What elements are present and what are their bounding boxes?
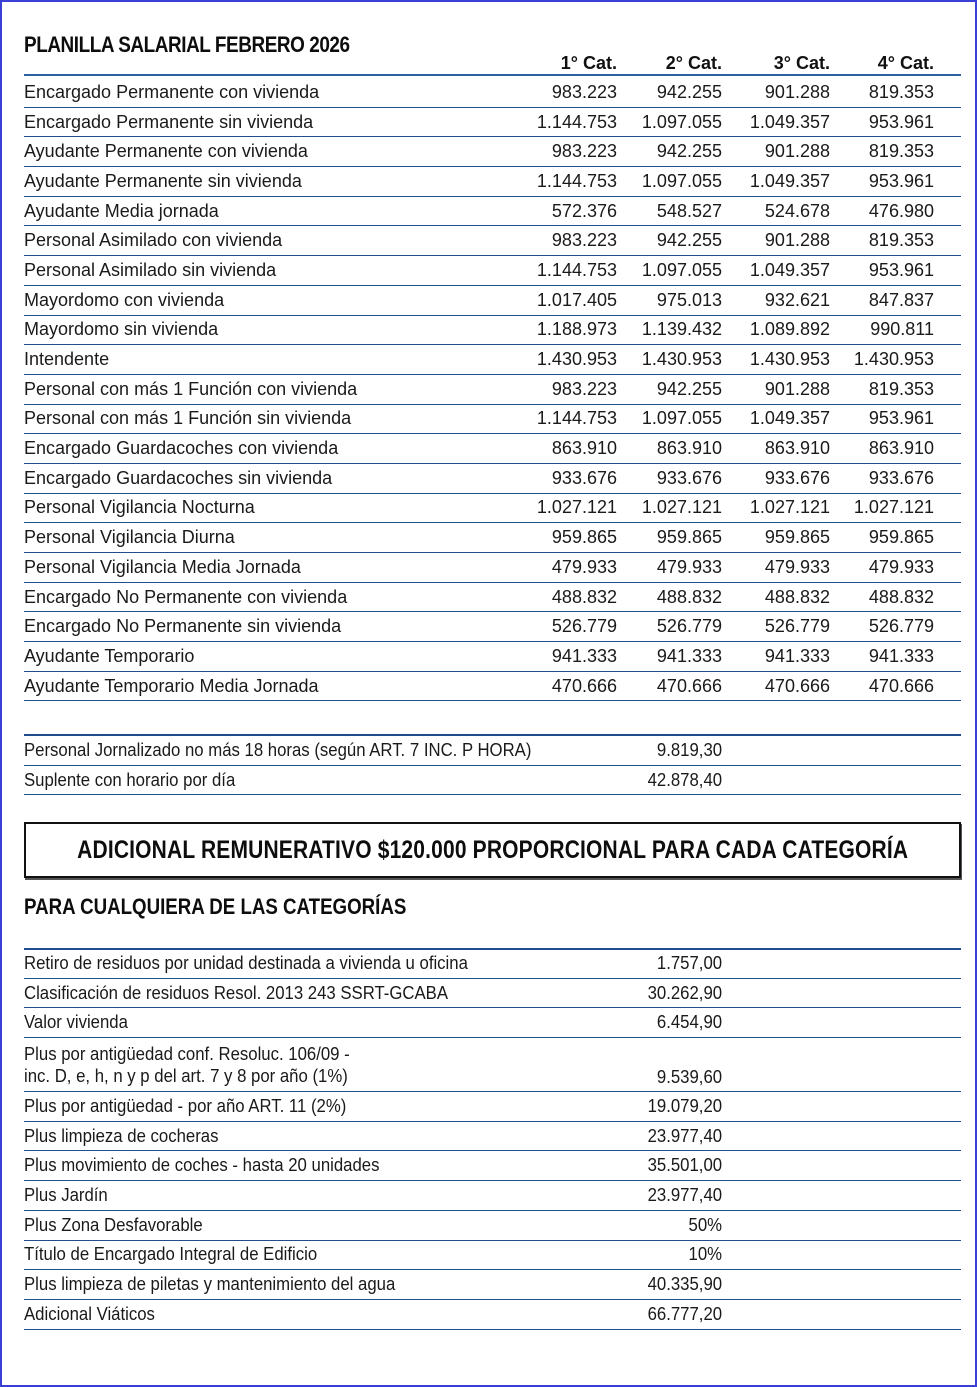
table-row [24, 978, 961, 1008]
table-row [24, 1210, 961, 1240]
row-padding [934, 434, 961, 464]
salary-table [24, 78, 961, 701]
row-label [24, 1299, 624, 1329]
category-4-value: 470.666 [830, 671, 934, 701]
row-label: Personal Vigilancia Nocturna [24, 493, 514, 523]
row-value-text: 19.079,20 [647, 1095, 722, 1116]
row-label [24, 1210, 624, 1240]
row-padding [722, 1092, 961, 1122]
row-label-text: Plus limpieza de cocheras [24, 1125, 219, 1146]
category-1-value: 479.933 [514, 553, 617, 583]
row-padding [934, 553, 961, 583]
table-row [24, 1299, 961, 1329]
category-3-value: 1.430.953 [722, 345, 830, 375]
row-label [24, 1038, 624, 1092]
category-2-value: 479.933 [617, 553, 722, 583]
row-label [24, 949, 624, 978]
row-label: Ayudante Permanente sin vivienda [24, 167, 514, 197]
row-value-text: 9.819,30 [656, 739, 722, 760]
row-label: Ayudante Temporario Media Jornada [24, 671, 514, 701]
category-3-value: 901.288 [722, 226, 830, 256]
row-padding [934, 285, 961, 315]
row-value-text: 35.501,00 [647, 1155, 722, 1176]
row-value-text: 23.977,40 [647, 1125, 722, 1146]
banner-text: ADICIONAL REMUNERATIVO $120.000 PROPORCIONAL PARA CADA CATEGORÍA [76, 835, 909, 864]
row-value [624, 1121, 722, 1151]
category-4-value: 819.353 [830, 226, 934, 256]
category-3-value: 1.027.121 [722, 493, 830, 523]
row-value [624, 949, 722, 978]
row-label [24, 1121, 624, 1151]
category-1-value: 983.223 [514, 78, 617, 107]
row-padding [722, 949, 961, 978]
table-row [24, 315, 961, 345]
category-4-value: 819.353 [830, 374, 934, 404]
row-padding [934, 78, 961, 107]
table-row [24, 642, 961, 672]
category-4-value: 526.779 [830, 612, 934, 642]
plus-table [24, 949, 961, 1330]
row-value-text: 9.539,60 [656, 1067, 722, 1088]
row-padding [934, 137, 961, 167]
category-1-value: 470.666 [514, 671, 617, 701]
row-value [624, 736, 722, 765]
category-2-value: 526.779 [617, 612, 722, 642]
category-4-value: 488.832 [830, 582, 934, 612]
table-row [24, 671, 961, 701]
table-row [24, 463, 961, 493]
row-label [24, 1181, 624, 1211]
category-4-value: 953.961 [830, 107, 934, 137]
table-row [24, 404, 961, 434]
row-padding [722, 1210, 961, 1240]
hourly-table [24, 736, 961, 795]
table-row [24, 1008, 961, 1038]
row-padding [722, 1299, 961, 1329]
row-label-text: Retiro de residuos por unidad destinada a vivienda u oficina [24, 952, 468, 973]
row-padding [934, 226, 961, 256]
row-padding [934, 374, 961, 404]
row-value-text: 6.454,90 [656, 1012, 722, 1033]
row-value-text: 10% [688, 1244, 722, 1265]
row-label-text: Clasificación de residuos Resol. 2013 243 SSRT-GCABA [24, 982, 448, 1003]
row-padding [934, 582, 961, 612]
category-2-value: 1.027.121 [617, 493, 722, 523]
category-2-value: 1.097.055 [617, 167, 722, 197]
category-4-value: 953.961 [830, 256, 934, 286]
row-label-text: Plus Zona Desfavorable [24, 1214, 203, 1235]
category-3-value: 959.865 [722, 523, 830, 553]
category-3-value: 1.049.357 [722, 256, 830, 286]
row-label: Mayordomo con vivienda [24, 285, 514, 315]
table-row [24, 493, 961, 523]
row-label: Encargado Guardacoches con vivienda [24, 434, 514, 464]
category-3-value: 1.089.892 [722, 315, 830, 345]
category-2-value: 942.255 [617, 78, 722, 107]
row-label: Mayordomo sin vivienda [24, 315, 514, 345]
row-value-text: 1.757,00 [656, 952, 722, 973]
row-label-text: Plus por antigüedad - por año ART. 11 (2%) [24, 1095, 347, 1116]
row-label [24, 1092, 624, 1122]
table-row [24, 226, 961, 256]
category-1-value: 863.910 [514, 434, 617, 464]
row-value [624, 1299, 722, 1329]
row-label-line-2: inc. D, e, h, n y p del art. 7 y 8 por año (1%) [24, 1065, 348, 1086]
row-value-text: 66.777,20 [647, 1303, 722, 1324]
row-label: Personal Asimilado con vivienda [24, 226, 514, 256]
table-row [24, 1270, 961, 1300]
row-padding [722, 765, 961, 795]
category-4-value: 933.676 [830, 463, 934, 493]
category-1-value: 526.779 [514, 612, 617, 642]
category-1-value: 959.865 [514, 523, 617, 553]
row-value [624, 1181, 722, 1211]
category-header-1: 1° Cat. [560, 53, 617, 73]
category-4-value: 953.961 [830, 404, 934, 434]
category-1-value: 488.832 [514, 582, 617, 612]
category-2-value: 933.676 [617, 463, 722, 493]
category-2-value: 1.097.055 [617, 404, 722, 434]
category-3-value: 488.832 [722, 582, 830, 612]
table-row [24, 765, 961, 795]
category-2-value: 1.430.953 [617, 345, 722, 375]
row-padding [934, 671, 961, 701]
category-1-value: 1.144.753 [514, 107, 617, 137]
row-padding [934, 404, 961, 434]
category-1-value: 933.676 [514, 463, 617, 493]
row-label: Encargado No Permanente sin vivienda [24, 612, 514, 642]
page-title: PLANILLA SALARIAL FEBRERO 2026 [24, 32, 350, 57]
row-value [624, 1240, 722, 1270]
table-row [24, 1038, 961, 1092]
row-padding [722, 1240, 961, 1270]
category-2-value: 1.097.055 [617, 256, 722, 286]
category-3-value: 479.933 [722, 553, 830, 583]
category-4-value: 479.933 [830, 553, 934, 583]
additional-pay-banner [24, 822, 961, 878]
category-4-value: 819.353 [830, 78, 934, 107]
row-label [24, 1270, 624, 1300]
row-padding [934, 463, 961, 493]
table-row [24, 167, 961, 197]
header-divider [24, 74, 961, 76]
category-4-value: 953.961 [830, 167, 934, 197]
row-value [624, 765, 722, 795]
category-2-value: 548.527 [617, 196, 722, 226]
category-1-value: 941.333 [514, 642, 617, 672]
row-padding [722, 1151, 961, 1181]
row-label-text: Personal Jornalizado no más 18 horas (según ART. 7 INC. P HORA) [24, 739, 532, 760]
category-1-value: 1.188.973 [514, 315, 617, 345]
row-value [624, 1270, 722, 1300]
category-2-value: 975.013 [617, 285, 722, 315]
category-2-value: 1.139.432 [617, 315, 722, 345]
row-padding [934, 642, 961, 672]
row-padding [722, 1008, 961, 1038]
category-1-value: 1.027.121 [514, 493, 617, 523]
row-padding [722, 736, 961, 765]
row-label: Personal con más 1 Función sin vivienda [24, 404, 514, 434]
row-padding [934, 315, 961, 345]
category-3-value: 470.666 [722, 671, 830, 701]
category-2-value: 942.255 [617, 137, 722, 167]
row-padding [934, 612, 961, 642]
row-label: Encargado Guardacoches sin vivienda [24, 463, 514, 493]
row-label-text: Plus movimiento de coches - hasta 20 unidades [24, 1155, 380, 1176]
row-label: Ayudante Temporario [24, 642, 514, 672]
row-padding [934, 107, 961, 137]
row-value-text: 23.977,40 [647, 1184, 722, 1205]
category-1-value: 572.376 [514, 196, 617, 226]
row-value-text: 40.335,90 [647, 1274, 722, 1295]
row-value-text: 50% [688, 1214, 722, 1235]
row-label-text: Plus limpieza de piletas y mantenimiento del agua [24, 1274, 396, 1295]
row-label: Personal Vigilancia Diurna [24, 523, 514, 553]
category-4-value: 1.027.121 [830, 493, 934, 523]
row-padding [934, 345, 961, 375]
category-1-value: 1.430.953 [514, 345, 617, 375]
table-row [24, 523, 961, 553]
row-value [624, 1092, 722, 1122]
row-label [24, 736, 624, 765]
row-padding [934, 493, 961, 523]
row-value [624, 1210, 722, 1240]
category-3-value: 1.049.357 [722, 167, 830, 197]
table-row [24, 1181, 961, 1211]
row-label: Ayudante Media jornada [24, 196, 514, 226]
category-1-value: 983.223 [514, 374, 617, 404]
category-header-3: 3° Cat. [773, 53, 830, 73]
category-1-value: 1.144.753 [514, 256, 617, 286]
row-label: Ayudante Permanente con vivienda [24, 137, 514, 167]
category-2-value: 863.910 [617, 434, 722, 464]
category-2-value: 959.865 [617, 523, 722, 553]
row-label: Encargado No Permanente con vivienda [24, 582, 514, 612]
category-3-value: 941.333 [722, 642, 830, 672]
row-label: Personal Vigilancia Media Jornada [24, 553, 514, 583]
row-padding [934, 196, 961, 226]
category-header-2: 2° Cat. [665, 53, 722, 73]
row-label [24, 1240, 624, 1270]
row-padding [722, 1270, 961, 1300]
table-row [24, 137, 961, 167]
row-label: Intendente [24, 345, 514, 375]
table-row [24, 78, 961, 107]
category-4-value: 959.865 [830, 523, 934, 553]
table-row [24, 612, 961, 642]
table-row [24, 736, 961, 765]
row-label [24, 978, 624, 1008]
category-2-value: 942.255 [617, 374, 722, 404]
row-label: Encargado Permanente con vivienda [24, 78, 514, 107]
category-3-value: 901.288 [722, 374, 830, 404]
table-row [24, 107, 961, 137]
category-1-value: 983.223 [514, 137, 617, 167]
category-1-value: 1.144.753 [514, 404, 617, 434]
category-3-value: 933.676 [722, 463, 830, 493]
row-label-text: Título de Encargado Integral de Edificio [24, 1244, 318, 1265]
category-3-value: 1.049.357 [722, 107, 830, 137]
category-3-value: 1.049.357 [722, 404, 830, 434]
category-2-value: 1.097.055 [617, 107, 722, 137]
row-label: Personal Asimilado sin vivienda [24, 256, 514, 286]
row-label [24, 1151, 624, 1181]
row-label-text: Adicional Viáticos [24, 1303, 155, 1324]
table-row [24, 196, 961, 226]
category-1-value: 1.144.753 [514, 167, 617, 197]
category-3-value: 932.621 [722, 285, 830, 315]
category-4-value: 1.430.953 [830, 345, 934, 375]
table-row [24, 949, 961, 978]
category-1-value: 1.017.405 [514, 285, 617, 315]
category-2-value: 488.832 [617, 582, 722, 612]
category-2-value: 942.255 [617, 226, 722, 256]
table-row [24, 345, 961, 375]
section-subtitle: PARA CUALQUIERA DE LAS CATEGORÍAS [24, 894, 407, 919]
row-label-text: Valor vivienda [24, 1012, 128, 1033]
row-padding [934, 256, 961, 286]
table-row [24, 1240, 961, 1270]
table-row [24, 1151, 961, 1181]
row-value [624, 1038, 722, 1092]
row-value [624, 1151, 722, 1181]
table-row [24, 1092, 961, 1122]
row-padding [722, 1121, 961, 1151]
category-4-value: 990.811 [830, 315, 934, 345]
row-label-line-1: Plus por antigüedad conf. Resoluc. 106/09 - [24, 1043, 350, 1064]
category-3-value: 526.779 [722, 612, 830, 642]
row-value [624, 1008, 722, 1038]
category-3-value: 901.288 [722, 78, 830, 107]
table-row [24, 582, 961, 612]
row-padding [934, 167, 961, 197]
table-row [24, 553, 961, 583]
row-label-text: Suplente con horario por día [24, 769, 236, 790]
category-3-value: 863.910 [722, 434, 830, 464]
row-value-text: 30.262,90 [647, 982, 722, 1003]
row-value [624, 978, 722, 1008]
category-4-value: 941.333 [830, 642, 934, 672]
row-label: Encargado Permanente sin vivienda [24, 107, 514, 137]
category-1-value: 983.223 [514, 226, 617, 256]
row-padding [722, 1038, 961, 1092]
category-3-value: 524.678 [722, 196, 830, 226]
row-label: Personal con más 1 Función con vivienda [24, 374, 514, 404]
category-header-4: 4° Cat. [877, 53, 934, 73]
category-2-value: 941.333 [617, 642, 722, 672]
row-padding [934, 523, 961, 553]
table-row [24, 434, 961, 464]
category-4-value: 819.353 [830, 137, 934, 167]
category-header-row [24, 53, 961, 75]
row-label [24, 1008, 624, 1038]
category-4-value: 847.837 [830, 285, 934, 315]
category-4-value: 863.910 [830, 434, 934, 464]
table-row [24, 285, 961, 315]
row-value-text: 42.878,40 [647, 769, 722, 790]
row-padding [722, 978, 961, 1008]
row-padding [722, 1181, 961, 1211]
category-2-value: 470.666 [617, 671, 722, 701]
table-row [24, 374, 961, 404]
table-row [24, 256, 961, 286]
category-3-value: 901.288 [722, 137, 830, 167]
row-label-text: Plus Jardín [24, 1184, 108, 1205]
category-4-value: 476.980 [830, 196, 934, 226]
row-label [24, 765, 624, 795]
table-row [24, 1121, 961, 1151]
